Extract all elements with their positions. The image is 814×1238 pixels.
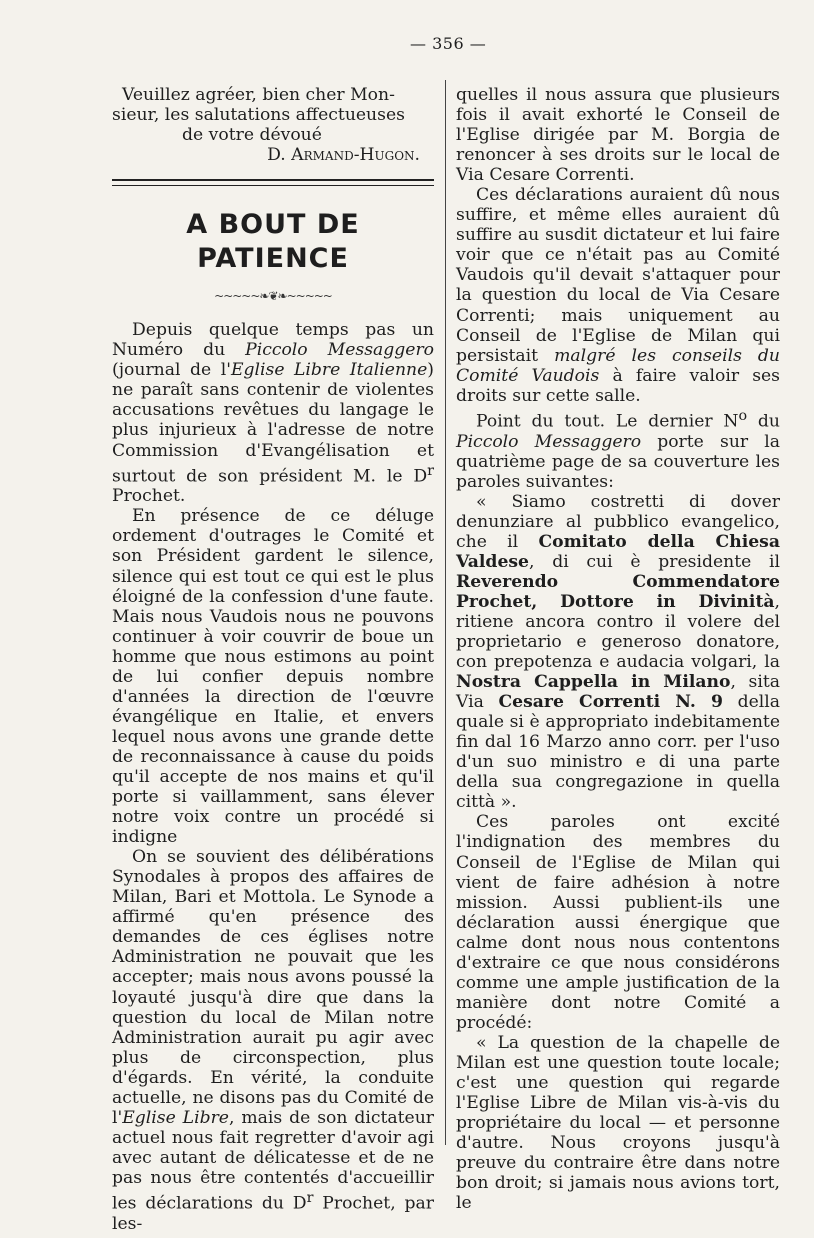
paragraph: En présence de ce déluge ordement d'outrages le Comité et son Président gardent le silence, silence qui est tout ce qui est le plus éloigné de la confession d'une faute. Mais nous Vaudois nous ne pouvons continuer à voir couvrir de boue un homme que nous estimons au point de lui confier depuis nombre d'années la direction de l'œuvre évangélique en Italie, et envers lequel nous avons une grande dette de reconnaissance à cause du poids qu'il accepte de nos mains et qu'il porte si vaillamment, sans élever notre voix contre un procédé si indigne — [112, 506, 434, 848]
closing-line: de votre dévoué — [182, 125, 322, 146]
paragraph: quelles il nous assura que plusieurs fois il avait exhorté le Conseil de l'Eglise dirigée par M. Borgia de renoncer à ses droits sur le local de Via Cesare Correnti. — [456, 85, 780, 186]
paragraph: Depuis quelque temps pas un Numéro du Piccolo Messaggero (journal de l'Eglise Libre Italienne) ne paraît sans contenir de violentes accusations revêtues du langage le plus injurieux à l'adresse de notre Commission d'Evangélisation et surtout de son président M. le $D^r$ Prochet. — [112, 320, 435, 507]
section-rule — [112, 179, 434, 186]
right-column — [456, 85, 780, 1213]
left-column — [112, 85, 434, 1234]
signature — [112, 145, 434, 165]
closing-line: sieur, les salutations affectueuses — [112, 105, 405, 126]
column-divider — [445, 80, 446, 1145]
paragraph: On se souvient des délibérations Synodales à propos des affaires de Milan, Bari et Mottola. Le Synode a affirmé qu'en présence des demandes de ces églises notre Administration ne pouvait que les accepter; mais nous avons poussé la loyauté jusqu'à dire que dans la question du local de Milan notre Administration aurait pu agir avec plus de circonspection, plus d'égards. En vérité, la conduite actuelle, ne disons pas du Comité de l'Eglise Libre, mais de son dictateur actuel nous fait regretter d'avoir agi avec autant de délicatesse et de ne pas nous être contentés d'accueillir les déclarations du $D^r$ Prochet, par les- — [112, 847, 434, 1234]
signature-initial: D. — [267, 145, 286, 166]
paragraph: Ces déclarations auraient dû nous suffire, et même elles auraient dû suffire au susdit dictateur et lui faire voir que ce n'était pas au Comité Vaudois qu'il devait s'attaquer pour la question du local de Via Cesare Correnti; mais uniquement au Conseil de l'Eglise de Milan qui persistait malgré les conseils du Comité Vaudois à faire valoir ses droits sur cette salle. — [456, 185, 781, 406]
paragraph: Point du tout. Le dernier $N^o$ du Piccolo Messaggero porte sur la quatrième page de sa couverture les paroles suivantes: — [456, 407, 780, 492]
signature-name: Armand-Hugon. — [291, 145, 420, 166]
quotation: « Siamo costretti di dover denunziare al pubblico evangelico, che il Comitato della Chiesa Valdese, di cui è presidente il Reverendo Commendatore Prochet, Dottore in Divinità, ritiene ancora contro il volere del proprietario e generoso donatore, con prepotenza e audacia volgari, la Nostra Cappella in Milano, sita Via Cesare Correnti N. 9 della quale si è appropriato indebitamente fin dal 16 Marzo anno corr. per l'uso d'un suo ministro e di una parte della sua congregazione in quella città ». — [456, 491, 780, 813]
paragraph: Ces paroles ont excité l'indignation des membres du Conseil de l'Eglise de Milan qui vient de faire adhésion à notre mission. Aussi publient-ils une déclaration aussi énergique que calme dont nous nous contentons d'extraire ce que nous considérons comme une ample justification de la manière dont notre Comité a procédé: — [456, 812, 780, 1033]
ornament-divider: ~~~~~❧❦❧~~~~~ — [214, 289, 332, 304]
quotation: « La question de la chapelle de Milan est une question toute locale; c'est une question qui regarde l'Eglise Libre de Milan vis-à-vis du propriétaire du local — et personne d'autre. Nous croyons jusqu'à preuve du contraire être dans notre bon droit; si jamais nous avions tort, le — [456, 1032, 780, 1214]
page-number: — 356 — — [410, 34, 487, 53]
closing-line: Veuillez agréer, bien cher Mon- — [122, 85, 395, 105]
article-title: A BOUT DE PATIENCE — [186, 209, 360, 275]
